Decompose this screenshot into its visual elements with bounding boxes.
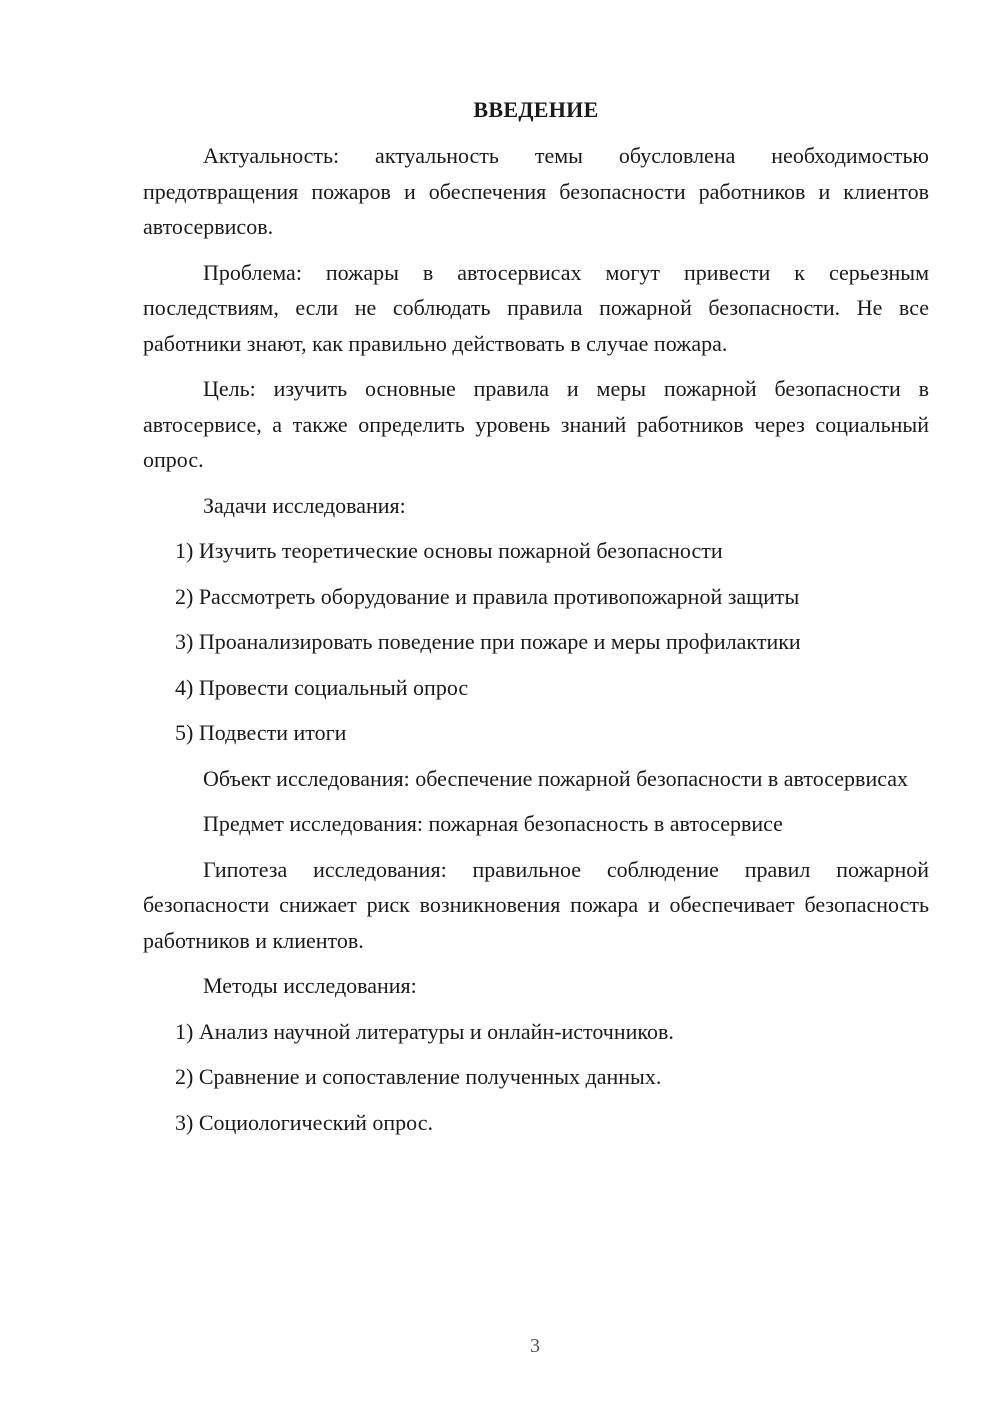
- methods-list: [143, 1014, 929, 1141]
- list-item: 5) Подвести итоги: [175, 720, 347, 745]
- methods-heading: Методы исследования:: [203, 973, 417, 998]
- list-item: 3) Проанализировать поведение при пожаре и меры профилактики: [175, 629, 801, 654]
- goal-paragraph: Цель: изучить основные правила и меры пожарной безопасности в автосервисе, а также определить уровень знаний работников через социальный опрос.: [143, 376, 929, 472]
- relevance-paragraph: Актуальность: актуальность темы обусловлена необходимостью предотвращения пожаров и обеспечения безопасности работников и клиентов автосервисов.: [143, 143, 929, 239]
- tasks-heading: Задачи исследования:: [203, 492, 406, 518]
- subject-paragraph: Предмет исследования: пожарная безопасность в автосервисе: [203, 811, 783, 836]
- tasks-list: [143, 533, 929, 751]
- list-item: 3) Социологический опрос.: [175, 1109, 433, 1135]
- list-item: 4) Провести социальный опрос: [175, 674, 469, 700]
- problem-paragraph: Проблема: пожары в автосервисах могут привести к серьезным последствиям, если не соблюдать правила пожарной безопасности. Не все работники знают, как правильно действовать в случае пожара.: [143, 259, 929, 356]
- hypothesis-paragraph: Гипотеза исследования: правильное соблюдение правил пожарной безопасности снижает риск возникновения пожара и обеспечивает безопасность работников и клиентов.: [143, 856, 929, 953]
- list-item: 2) Рассмотреть оборудование и правила противопожарной защиты: [175, 583, 800, 609]
- page-content: [143, 92, 929, 1150]
- page-number: 3: [530, 1335, 540, 1357]
- list-item: 1) Изучить теоретические основы пожарной безопасности: [175, 538, 723, 563]
- list-item: 2) Сравнение и сопоставление полученных данных.: [175, 1064, 662, 1089]
- list-item: 1) Анализ научной литературы и онлайн-источников.: [175, 1018, 674, 1044]
- section-title: ВВЕДЕНИЕ: [473, 97, 599, 122]
- object-paragraph: Объект исследования: обеспечение пожарной безопасности в автосервисах: [203, 765, 909, 791]
